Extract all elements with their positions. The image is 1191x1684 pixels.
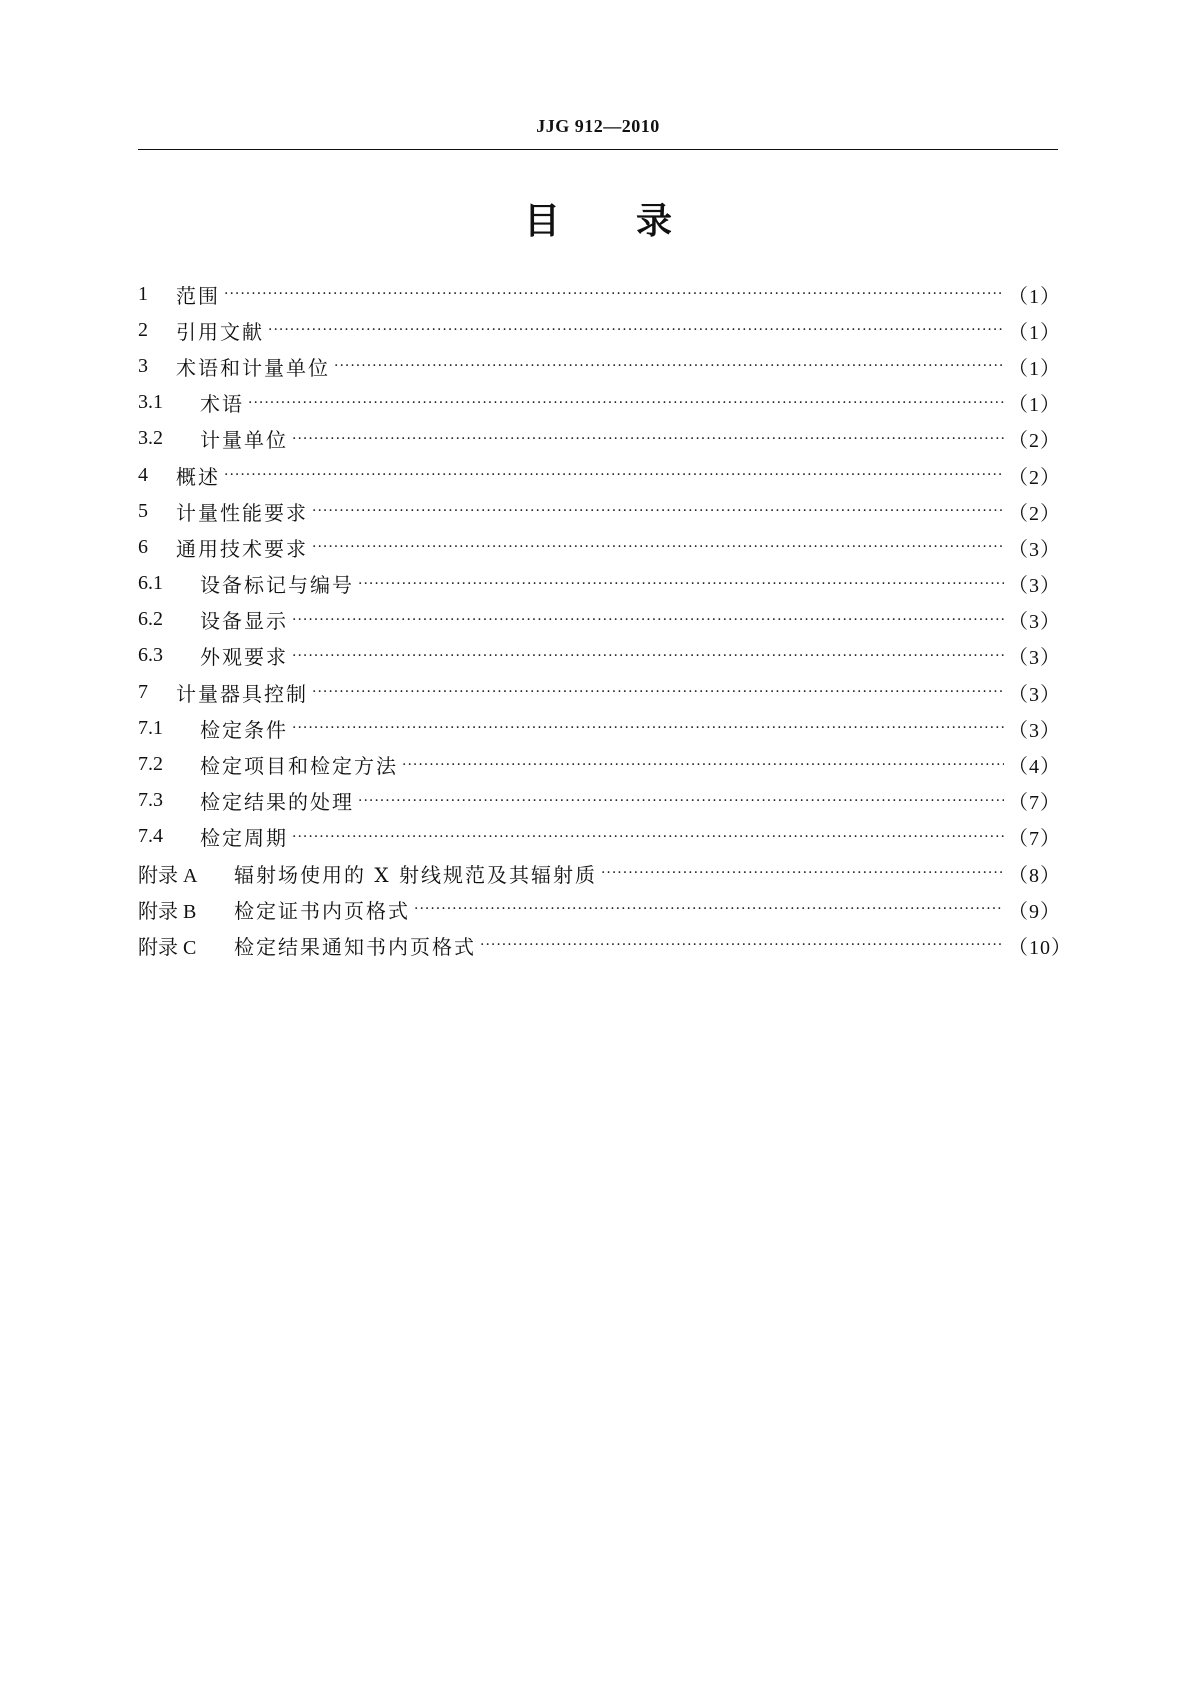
dot-leader: [224, 467, 1004, 483]
document-code: JJG 912—2010: [536, 116, 660, 136]
toc-entry-appendix-c[interactable]: [138, 927, 1072, 963]
toc-entry-6-2[interactable]: [138, 602, 1061, 638]
toc-entry-number: 附录 C: [138, 936, 197, 959]
dot-leader: [224, 286, 1004, 302]
toc-entry-number: 7: [138, 680, 148, 703]
toc-entry-number: 6.1: [138, 572, 163, 595]
dot-leader: [292, 431, 1004, 447]
toc-entry-label: 检定周期: [200, 826, 288, 851]
toc-entry-label: 设备标记与编号: [200, 573, 354, 598]
toc-entry-page: （3）: [1008, 611, 1061, 634]
toc-entry-6-1[interactable]: [138, 566, 1061, 602]
toc-entry-number: 7.4: [138, 825, 163, 848]
toc-entry-label: 检定证书内页格式: [234, 898, 410, 923]
toc-entry-7[interactable]: [138, 674, 1061, 710]
toc-list: [138, 276, 1072, 964]
toc-entry-5[interactable]: [138, 493, 1061, 529]
toc-entry-label: 概述: [176, 464, 220, 489]
dot-leader: [268, 322, 1004, 338]
toc-entry-number: 附录 B: [138, 900, 197, 923]
toc-entry-page: （2）: [1008, 502, 1061, 525]
toc-entry-number: 3.1: [138, 391, 163, 414]
toc-entry-label: 术语: [200, 392, 244, 417]
dot-leader: [358, 576, 1004, 592]
toc-entry-label: 术语和计量单位: [176, 355, 330, 380]
dot-leader: [312, 684, 1004, 700]
toc-entry-page: （1）: [1008, 394, 1061, 417]
toc-entry-page: （4）: [1008, 756, 1061, 779]
toc-entry-7-1[interactable]: [138, 710, 1061, 746]
dot-leader: [292, 720, 1004, 736]
toc-entry-label: 检定结果的处理: [200, 790, 354, 815]
toc-entry-page: （1）: [1008, 285, 1061, 308]
toc-title-char-1: 目: [523, 201, 560, 242]
dot-leader: [601, 865, 1004, 881]
toc-entry-appendix-b[interactable]: [138, 891, 1061, 927]
toc-entry-label: 计量性能要求: [176, 500, 308, 525]
dot-leader: [248, 395, 1004, 411]
toc-entry-page: （1）: [1008, 357, 1061, 380]
toc-entry-label: 设备显示: [200, 609, 288, 634]
toc-entry-3[interactable]: [138, 348, 1061, 384]
dot-leader: [358, 793, 1004, 809]
toc-entry-label: 检定项目和检定方法: [200, 754, 398, 779]
toc-entry-page: （3）: [1008, 538, 1061, 561]
toc-entry-2[interactable]: [138, 312, 1061, 348]
toc-entry-number: 7.2: [138, 753, 163, 776]
toc-entry-number: 5: [138, 499, 148, 522]
dot-leader: [414, 901, 1004, 917]
toc-entry-number: 6.2: [138, 608, 163, 631]
toc-entry-number: 4: [138, 463, 148, 486]
toc-entry-page: （2）: [1008, 430, 1061, 453]
dot-leader: [334, 358, 1004, 374]
toc-entry-label: 检定结果通知书内页格式: [234, 934, 476, 959]
toc-entry-page: （7）: [1008, 792, 1061, 815]
dot-leader: [292, 829, 1004, 845]
dot-leader: [312, 539, 1004, 555]
toc-entry-page: （3）: [1008, 683, 1061, 706]
toc-entry-7-2[interactable]: [138, 746, 1061, 782]
dot-leader: [480, 937, 1004, 953]
toc-entry-number: 7.1: [138, 716, 163, 739]
toc-title-char-2: 录: [636, 201, 673, 242]
dot-leader: [402, 757, 1004, 773]
toc-entry-label: 计量单位: [200, 428, 288, 453]
toc-entry-3-1[interactable]: [138, 385, 1061, 421]
toc-entry-label: 引用文献: [176, 319, 264, 344]
toc-entry-page: （10）: [1008, 936, 1072, 959]
dot-leader: [292, 612, 1004, 628]
toc-title: [138, 198, 1058, 246]
toc-entry-label: 范围: [176, 283, 220, 308]
toc-entry-appendix-a[interactable]: [138, 855, 1061, 891]
toc-entry-number: 3: [138, 354, 148, 377]
toc-entry-1[interactable]: [138, 276, 1061, 312]
toc-entry-page: （3）: [1008, 647, 1061, 670]
toc-entry-3-2[interactable]: [138, 421, 1061, 457]
header-divider: [138, 149, 1058, 150]
toc-entry-number: 1: [138, 282, 148, 305]
toc-entry-number: 6.3: [138, 644, 163, 667]
toc-entry-number: 2: [138, 318, 148, 341]
toc-entry-label: 检定条件: [200, 717, 288, 742]
toc-entry-page: （3）: [1008, 719, 1061, 742]
toc-entry-page: （8）: [1008, 864, 1061, 887]
toc-entry-page: （9）: [1008, 900, 1061, 923]
toc-entry-label: 通用技术要求: [176, 536, 308, 561]
toc-entry-label: 外观要求: [200, 645, 288, 670]
toc-entry-6-3[interactable]: [138, 638, 1061, 674]
toc-entry-number: 6: [138, 535, 148, 558]
toc-entry-7-4[interactable]: [138, 819, 1061, 855]
toc-entry-label: 计量器具控制: [176, 681, 308, 706]
toc-entry-6[interactable]: [138, 529, 1061, 565]
toc-entry-4[interactable]: [138, 457, 1061, 493]
toc-entry-number: 附录 A: [138, 864, 198, 887]
toc-entry-label: 辐射场使用的 X 射线规范及其辐射质: [234, 862, 597, 887]
toc-entry-7-3[interactable]: [138, 783, 1061, 819]
toc-entry-page: （1）: [1008, 321, 1061, 344]
dot-leader: [292, 648, 1004, 664]
toc-entry-number: 3.2: [138, 427, 163, 450]
toc-entry-page: （7）: [1008, 828, 1061, 851]
toc-entry-page: （2）: [1008, 466, 1061, 489]
dot-leader: [312, 503, 1004, 519]
toc-entry-number: 7.3: [138, 789, 163, 812]
toc-entry-page: （3）: [1008, 575, 1061, 598]
